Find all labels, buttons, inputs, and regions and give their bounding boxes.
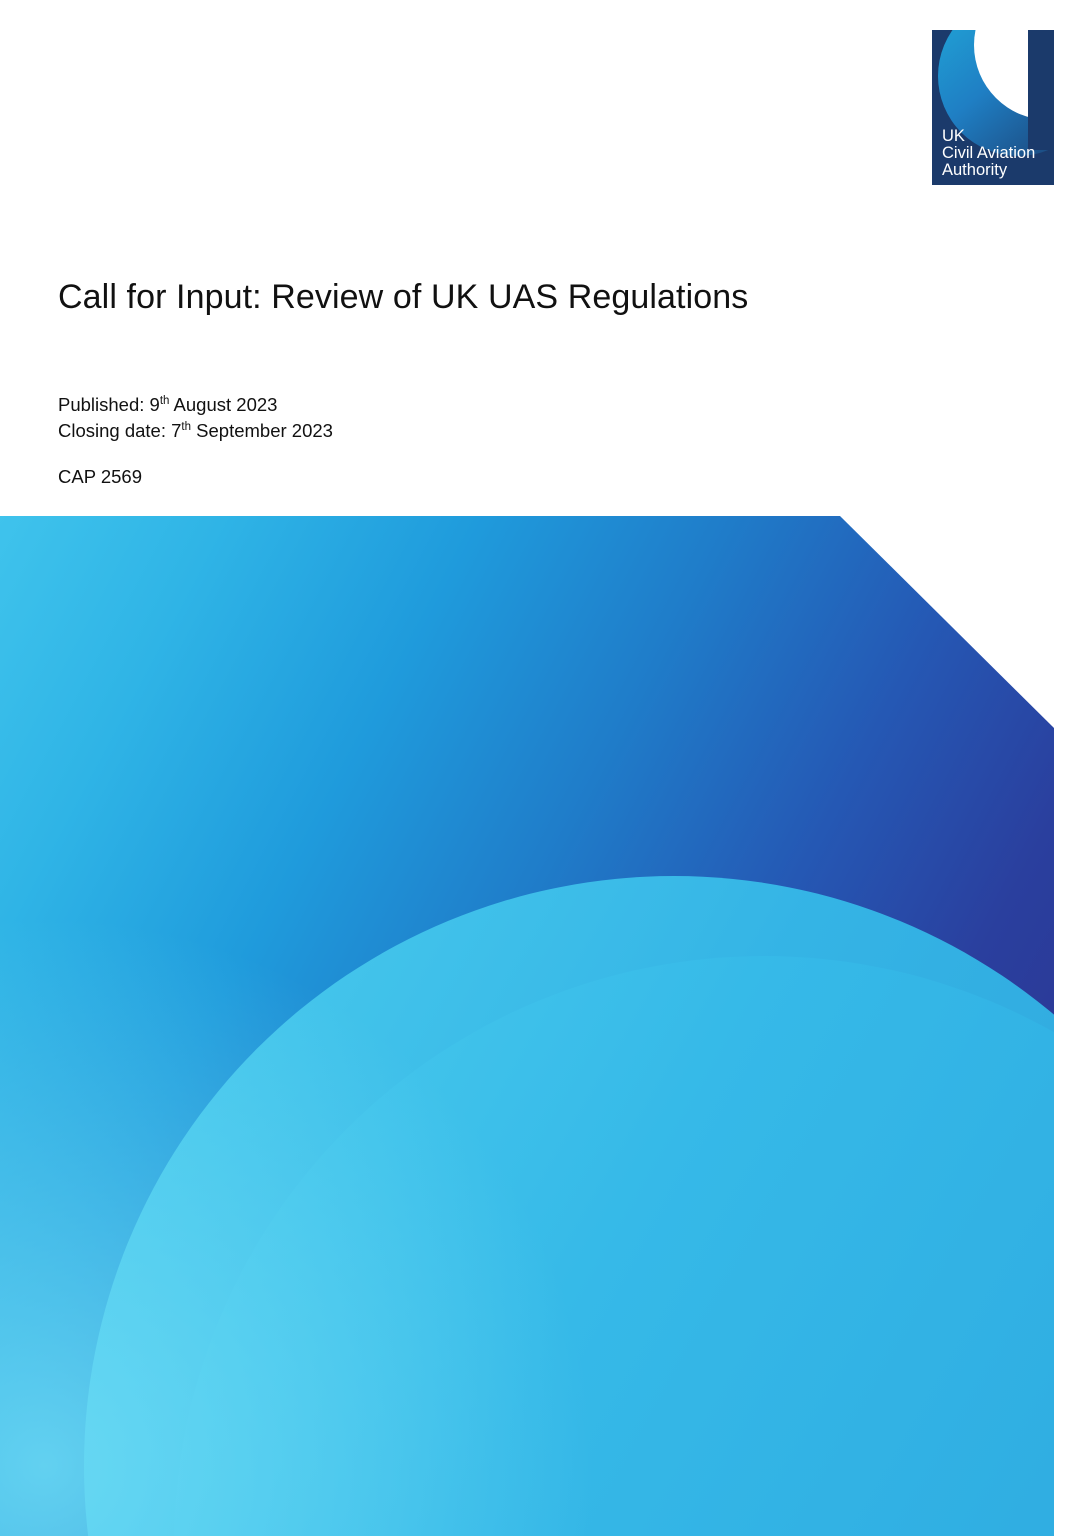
- cover-gradient-shape: [0, 516, 1054, 1536]
- logo-line-2: Civil Aviation: [942, 144, 1036, 162]
- published-month-year: August 2023: [169, 394, 278, 415]
- logo-line-1: UK: [942, 127, 965, 145]
- logo-wordmark: [942, 128, 1035, 179]
- closing-ordinal-suffix: th: [181, 420, 192, 433]
- closing-date-line: [58, 418, 333, 444]
- closing-label: Closing date: 7: [58, 420, 182, 441]
- published-label: Published: 9: [58, 394, 160, 415]
- publication-dates: [58, 392, 333, 444]
- logo-line-3: Authority: [942, 161, 1008, 179]
- cover-glow: [0, 896, 720, 1536]
- uk-caa-logo: [932, 30, 1054, 185]
- published-ordinal-suffix: th: [159, 394, 170, 407]
- page-title: Call for Input: Review of UK UAS Regulations: [58, 278, 749, 316]
- published-date-line: [58, 392, 333, 418]
- closing-month-year: September 2023: [191, 420, 333, 441]
- cover-artwork: [0, 516, 1054, 1536]
- cap-reference: CAP 2569: [58, 466, 142, 487]
